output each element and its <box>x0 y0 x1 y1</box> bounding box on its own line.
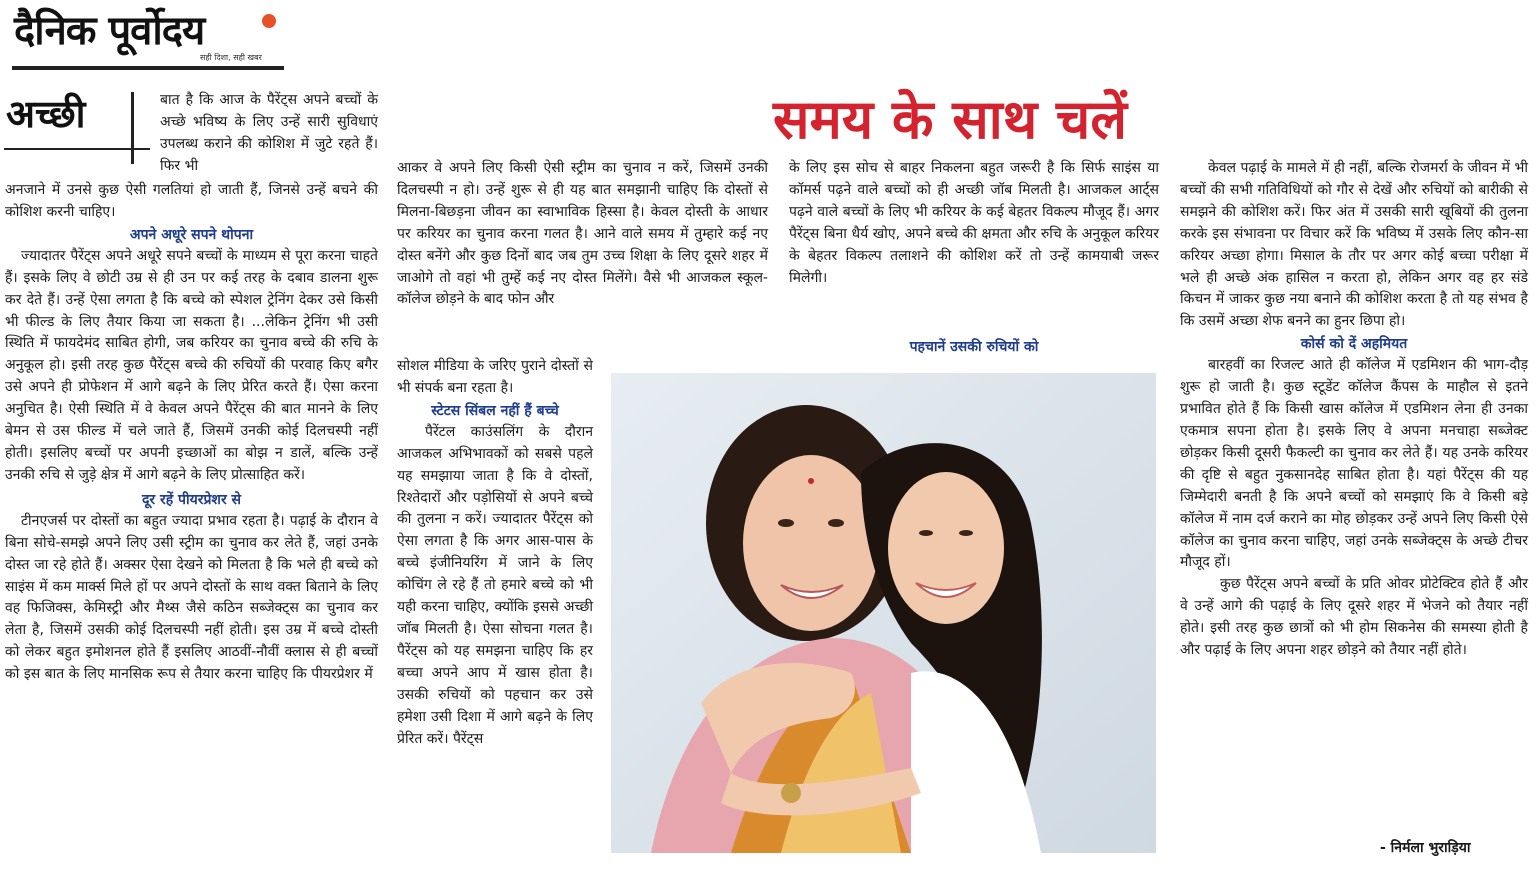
col3-para: के लिए इस सोच से बाहर निकलना बहुत जरूरी है कि सिर्फ साइंस या कॉमर्स पढ़ने वाले बच्चों को ही अच्छी जॉब मिलती है। आजकल आर्ट्स पढ़ने वाले बच्चों के लिए भी करियर के कई बेहतर विकल्प मौजूद हैं। अगर पैरेंट्स बिना धैर्य खोए, अपने बच्चे की क्षमता और रुचि के अनुकूल करियर के बेहतर विकल्प तलाशने की कोशिश करें तो उन्हें कामयाबी जरूर मिलेगी। <box>789 160 1159 286</box>
masthead-dot-icon <box>262 14 276 28</box>
col2-subhead: स्टेटस सिंबल नहीं हैं बच्चे <box>431 402 559 419</box>
col1-intro-rest: अनजाने में उनसे कुछ ऐसी गलतियां हो जाती हैं, जिनसे उन्हें बचने की कोशिश करनी चाहिए। <box>5 182 378 220</box>
col4-para-1: केवल पढ़ाई के मामले में ही नहीं, बल्कि रोजमर्रा के जीवन में भी बच्चों की सभी गतिविधियों को गौर से देखें और रुचियों को बारीकी से समझने की कोशिश करें। फिर अंत में उसकी सारी खूबियों की तुलना करके इस संभावना पर विचार करें कि भविष्य में उसके लिए कौन-सा करियर अच्छा होगा। मिसाल के तौर पर अगर कोई बच्चा परीक्षा में भले ही अच्छे अंक हासिल न करता हो, लेकिन अगर वह हर संडे किचन में जाकर कुछ नया बनाने की कोशिश करता है तो यह संभव है कि उसमें अच्छा शेफ बनने का हुनर छिपा हो। <box>1180 160 1528 330</box>
author-byline: - निर्मला भुराड़िया <box>1380 840 1471 856</box>
col2-para-2: पैरेंटल काउंसलिंग के दौरान आजकल अभिभावकों को सबसे पहले यह समझाया जाता है कि वे दोस्तों, रिश्तेदारों और पड़ोसियों से अपने बच्चे की तुलना न करें। ज्यादातर पैरेंट्स को ऐसा लगता है कि अगर आस-पास के बच्चे इंजीनियरिंग में जाने के लिए कोचिंग ले रहे हैं तो हमारे बच्चे को भी यही करना चाहिए, क्योंकि इससे अच्छी जॉब मिलती है। ऐसा सोचना गलत है। पैरेंट्स को यह समझना चाहिए कि हर बच्चा अपने आप में खास होता है। उसकी रुचियों को पहचान कर उसे हमेशा उसी दिशा में आगे बढ़ने के लिए प्रेरित करें। पैरेंट्स <box>397 423 593 747</box>
col1-subhead-2: दूर रहें पीयरप्रेशर से <box>141 491 242 508</box>
col1-subhead-1: अपने अधूरे सपने थोपना <box>129 226 254 243</box>
col1-para-2: टीनएजर्स पर दोस्तों का बहुत ज्यादा प्रभाव रहता है। पढ़ाई के दौरान वे बिना सोचे-समझे अपने लिए उसी स्ट्रीम का चुनाव कर लेते हैं, जहां उनके दोस्त जा रहे होते हैं। अक्सर ऐसा देखने को मिलता है कि भले ही बच्चे को साइंस में कम मार्क्स मिले हों पर अपने दोस्तों के साथ वक्त बिताने के लिए वह फिजिक्स, केमिस्ट्री और मैथ्स जैसे कठिन सब्जेक्ट्स का चुनाव कर लेता है, जिसमें उसकी कोई दिलचस्पी नहीं होती। इस उम्र में बच्चे दोस्ती को लेकर बहुत इमोशनल होते हैं इसलिए आठवीं-नौवीं क्लास से ही बच्चों को इस बात के लिए मानसिक रूप से तैयार करना चाहिए कि पीयरप्रेशर में <box>5 512 378 683</box>
col3-subhead: पहचानें उसकी रुचियों को <box>909 339 1039 355</box>
mother-daughter-photo <box>611 373 1156 853</box>
col4-para-2: बारहवीं का रिजल्ट आते ही कॉलेज में एडमिशन की भाग-दौड़ शुरू हो जाती है। कुछ स्टूडेंट कॉलेज कैंपस के माहौल से इतने प्रभावित होते हैं कि किसी खास कॉलेज में एडमिशन लेना ही उनका एकमात्र सपना होता है। इसके लिए वे अपना मनचाहा सब्जेक्ट छोड़कर किसी दूसरी फैकल्टी का चुनाव कर लेते हैं। यह उनके करियर की दृष्टि से बहुत नुकसानदेह साबित होता है। यहां पैरेंट्स की यह जिम्मेदारी बनती है कि अपने बच्चों को समझाएं कि वे किसी बड़े कॉलेज में नाम दर्ज कराने का मोह छोड़कर उन्हें अपने लिए किसी ऐसे कॉलेज का चुनाव करना चाहिए, जहां उनके सब्जेक्ट्स के अच्छे टीचर मौजूद हों। <box>1180 357 1528 571</box>
col2-para-narrow: सोशल मीडिया के जरिए पुराने दोस्तों से भी संपर्क बना रहता है। <box>397 358 593 396</box>
col3-body <box>789 158 1159 289</box>
masthead-title: दैनिक पूर्वोदय <box>14 8 205 54</box>
col1-intro-top <box>160 90 378 178</box>
dropcap-underline <box>4 148 150 150</box>
masthead-tagline: सही दिशा, सही खबर <box>200 53 262 62</box>
dropcap-word: अच्छी <box>6 92 86 136</box>
col4-body <box>1180 158 1528 662</box>
col1-intro-top-text: बात है कि आज के पैरेंट्स अपने बच्चों के अच्छे भविष्य के लिए उन्हें सारी सुविधाएं उपलब्ध कराने की कोशिश में जुटे रहते हैं। फिर भी <box>160 92 378 174</box>
col2-para-top: आकर वे अपने लिए किसी ऐसी स्ट्रीम का चुनाव न करें, जिसमें उनकी दिलचस्पी न हो। उन्हें शुरू से ही यह बात समझानी चाहिए कि दोस्तों से मिलना-बिछड़ना जीवन का स्वाभाविक हिस्सा है। केवल दोस्ती के आधार पर करियर का चुनाव करना गलत है। आने वाले समय में तुम्हारे कई नए दोस्त बनेंगे और कुछ दिनों बाद जब तुम उच्च शिक्षा के लिए दूसरे शहर में जाओगे तो वहां भी तुम्हें कई नए दोस्त मिलेंगे। वैसे भी आजकल स्कूल-कॉलेज छोड़ने के बाद फोन और <box>397 160 768 308</box>
col1-body <box>5 180 378 686</box>
col2-top <box>397 158 768 311</box>
col1-para-1: ज्यादातर पैरेंट्स अपने अधूरे सपने बच्चों के माध्यम से पूरा करना चाहते हैं। इसके लिए वे छोटी उम्र से ही उन पर कई तरह के दबाव डालना शुरू कर देते हैं। उन्हें ऐसा लगता है कि बच्चे को स्पेशल ट्रेनिंग देकर उसे किसी भी फील्ड के लिए तैयार किया जा सकता है। ...लेकिन ट्रेनिंग भी उसी स्थिति में फायदेमंद साबित होगी, जब करियर का चुनाव बच्चे की रुचि के अनुकूल हो। इसी तरह कुछ पैरेंट्स बच्चे की रुचियों की परवाह किए बगैर उसे अपने ही प्रोफेशन में आगे बढ़ने के लिए प्रेरित करते हैं। ऐसा करना अनुचित है। ऐसी स्थिति में वे केवल अपने पैरेंट्स की बात मानने के लिए बेमन से उस फील्ड में चले जाते हैं, जिसमें उनकी कोई दिलचस्पी नहीं होती। इसलिए बच्चों पर अपनी इच्छाओं का बोझ न डालें, बल्कि उन्हें उनकी रुचि से जुड़े क्षेत्र में आगे बढ़ने के लिए प्रोत्साहित करें। <box>5 247 378 483</box>
col4-para-3: कुछ पैरेंट्स अपने बच्चों के प्रति ओवर प्रोटेक्टिव होते हैं और वे उन्हें आगे की पढ़ाई के लिए दूसरे शहर में भेजने को तैयार नहीं होते। इसी तरह कुछ छात्रों को भी होम सिकनेस की समस्या होती है और पढ़ाई के लिए अपना शहर छोड़ने को तैयार नहीं होते। <box>1180 576 1528 659</box>
col4-subhead: कोर्स को दें अहमियत <box>1300 336 1408 353</box>
masthead-rule <box>12 66 284 70</box>
article-headline: समय के साथ चलें <box>773 88 1127 151</box>
photo-illustration <box>611 373 1156 853</box>
col2-narrow <box>397 356 593 750</box>
dropcap-divider <box>131 92 134 164</box>
